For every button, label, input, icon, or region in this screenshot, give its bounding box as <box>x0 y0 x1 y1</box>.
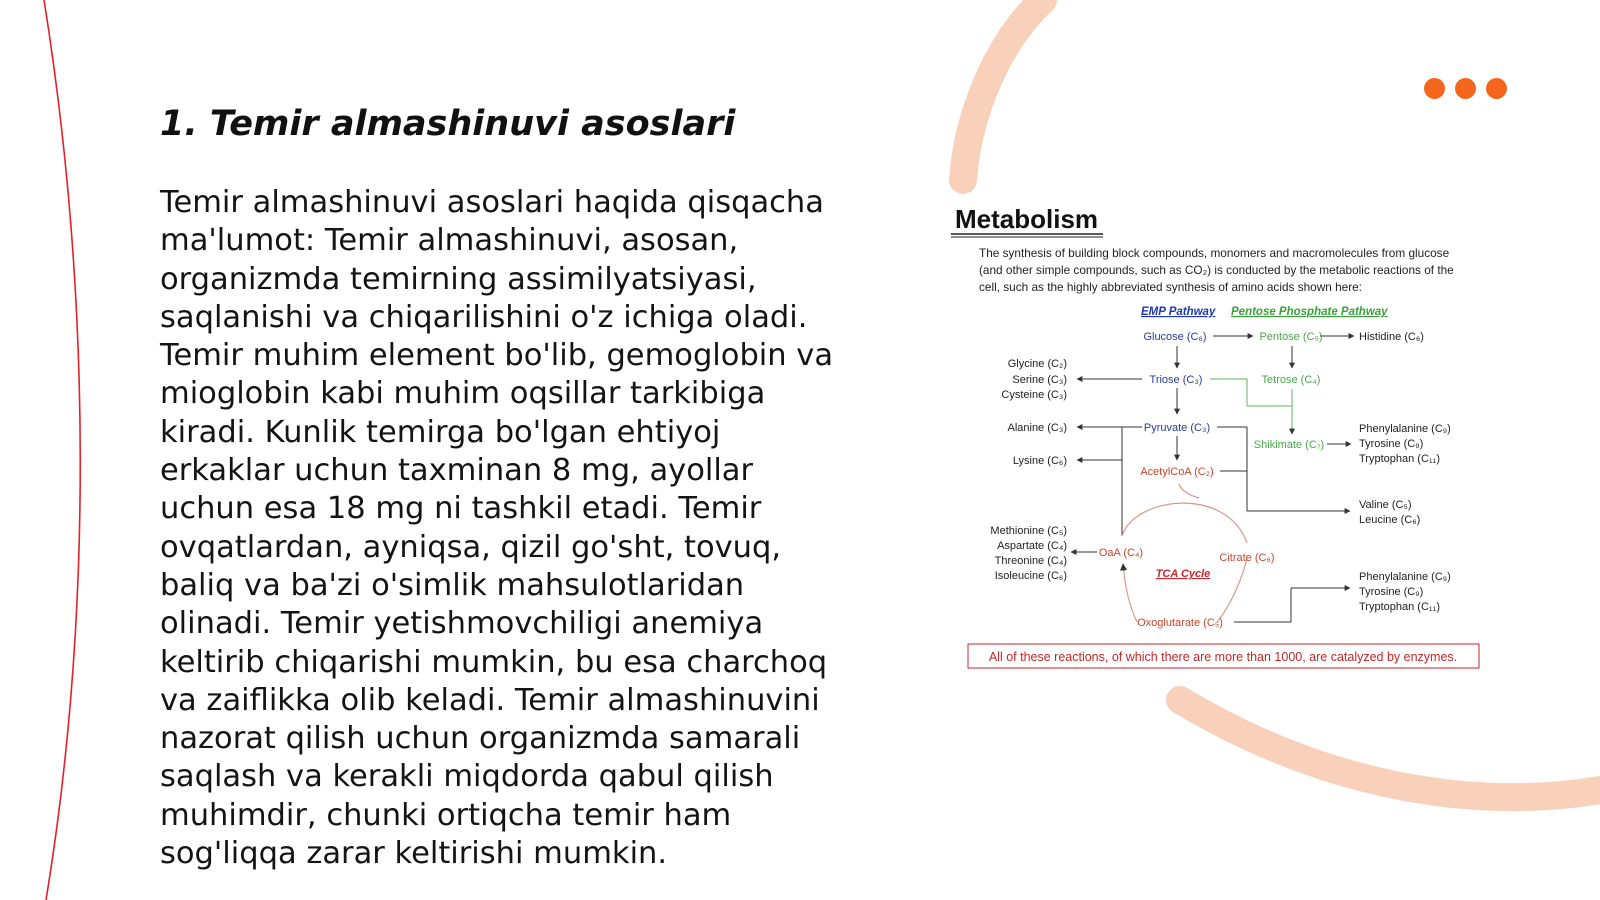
dots-decoration <box>1424 78 1507 99</box>
node-lysine: Lysine (C₆) <box>1012 455 1067 467</box>
dot-1 <box>1424 78 1445 99</box>
figure-intro-line-2: (and other simple compounds, such as CO₂) is conducted by the metabolic reactions of the <box>979 263 1454 277</box>
slide-body-text: Temir almashinuvi asoslari haqida qisqacha ma'lumot: Temir almashinuvi, asosan, organizmda temirning assimilyatsiyasi, saqlanishi va chiqarilishini o'z ichiga oladi. Temir muhim element bo'lib, gemoglobin va mioglobin kabi muhim oqsillar tarkibiga kiradi. Kunlik temirga bo'lgan ehtiyoj erkaklar uchun taxminan 8 mg, ayollar uchun esa 18 mg ni tashkil etadi. Temir ovqatlardan, ayniqsa, qizil go'sht, tovuq, baliq va ba'zi o'simlik mahsulotlaridan olinadi. Temir yetishmovchiligi anemiya keltirib chiqarishi mumkin, bu esa charchoq va zaiflikka olib keladi. Temir almashinuvini nazorat qilish uchun organizmda samarali saqlash va kerakli miqdorda qabul qilish muhimdir, chunki ortiqcha temir ham sog'liqqa zarar keltirishi mumkin. <box>160 185 834 872</box>
node-glycine: Glycine (C₂) <box>1007 358 1067 370</box>
node-phenylalanine-1: Phenylalanine (C₉) <box>1359 423 1451 435</box>
node-serine: Serine (C₃) <box>1012 374 1067 386</box>
node-shikimate: Shikimate (C₇) <box>1253 439 1325 451</box>
node-methionine: Methionine (C₅) <box>990 525 1067 537</box>
slide-title: 1. Temir almashinuvi asoslari <box>160 104 736 144</box>
node-tyrosine-2: Tyrosine (C₉) <box>1359 586 1424 598</box>
node-tca-cycle: TCA Cycle <box>1155 568 1211 580</box>
node-phenylalanine-2: Phenylalanine (C₉) <box>1359 571 1451 583</box>
node-oaa: OaA (C₄) <box>1098 547 1144 559</box>
node-acetylcoa: AcetylCoA (C₂) <box>1140 466 1214 478</box>
orange-arc-top <box>963 0 1043 180</box>
node-tryptophan-1: Tryptophan (C₁₁) <box>1359 453 1440 465</box>
figure-caption: All of these reactions, of which there are more than 1000, are catalyzed by enzymes. <box>988 650 1458 664</box>
node-glucose: Glucose (C₆) <box>1143 331 1207 343</box>
node-pentose: Pentose (C₅) <box>1259 331 1323 343</box>
node-tetrose: Tetrose (C₄) <box>1261 374 1321 386</box>
left-border-curve <box>44 0 80 900</box>
node-tryptophan-2: Tryptophan (C₁₁) <box>1359 601 1440 613</box>
node-oxoglutarate: Oxoglutarate (C₅) <box>1137 617 1223 629</box>
dot-2 <box>1455 78 1476 99</box>
node-leucine: Leucine (C₆) <box>1359 514 1421 526</box>
emp-pathway-label: EMP Pathway <box>1141 306 1216 318</box>
dot-3 <box>1486 78 1507 99</box>
node-valine: Valine (C₅) <box>1359 499 1412 511</box>
node-alanine: Alanine (C₃) <box>1007 422 1067 434</box>
figure-intro-line-3: cell, such as the highly abbreviated synthesis of amino acids shown here: <box>979 280 1362 294</box>
orange-arc-bottom <box>1180 700 1600 797</box>
node-histidine: Histidine (C₆) <box>1359 331 1424 343</box>
metabolism-diagram <box>947 196 1487 686</box>
node-triose: Triose (C₃) <box>1149 374 1203 386</box>
figure-title: Metabolism <box>955 204 1099 234</box>
node-cysteine: Cysteine (C₃) <box>1001 389 1067 401</box>
node-pyruvate: Pyruvate (C₃) <box>1143 422 1211 434</box>
node-aspartate: Aspartate (C₄) <box>997 540 1067 552</box>
figure-intro-line-1: The synthesis of building block compounds, monomers and macromolecules from glucose <box>979 246 1450 260</box>
node-isoleucine: Isoleucine (C₆) <box>994 570 1067 582</box>
node-citrate: Citrate (C₆) <box>1219 552 1275 564</box>
metabolism-figure <box>947 196 1487 686</box>
node-threonine: Threonine (C₄) <box>994 555 1067 567</box>
pentose-pathway-label: Pentose Phosphate Pathway <box>1231 306 1388 318</box>
node-tyrosine-1: Tyrosine (C₉) <box>1359 438 1424 450</box>
